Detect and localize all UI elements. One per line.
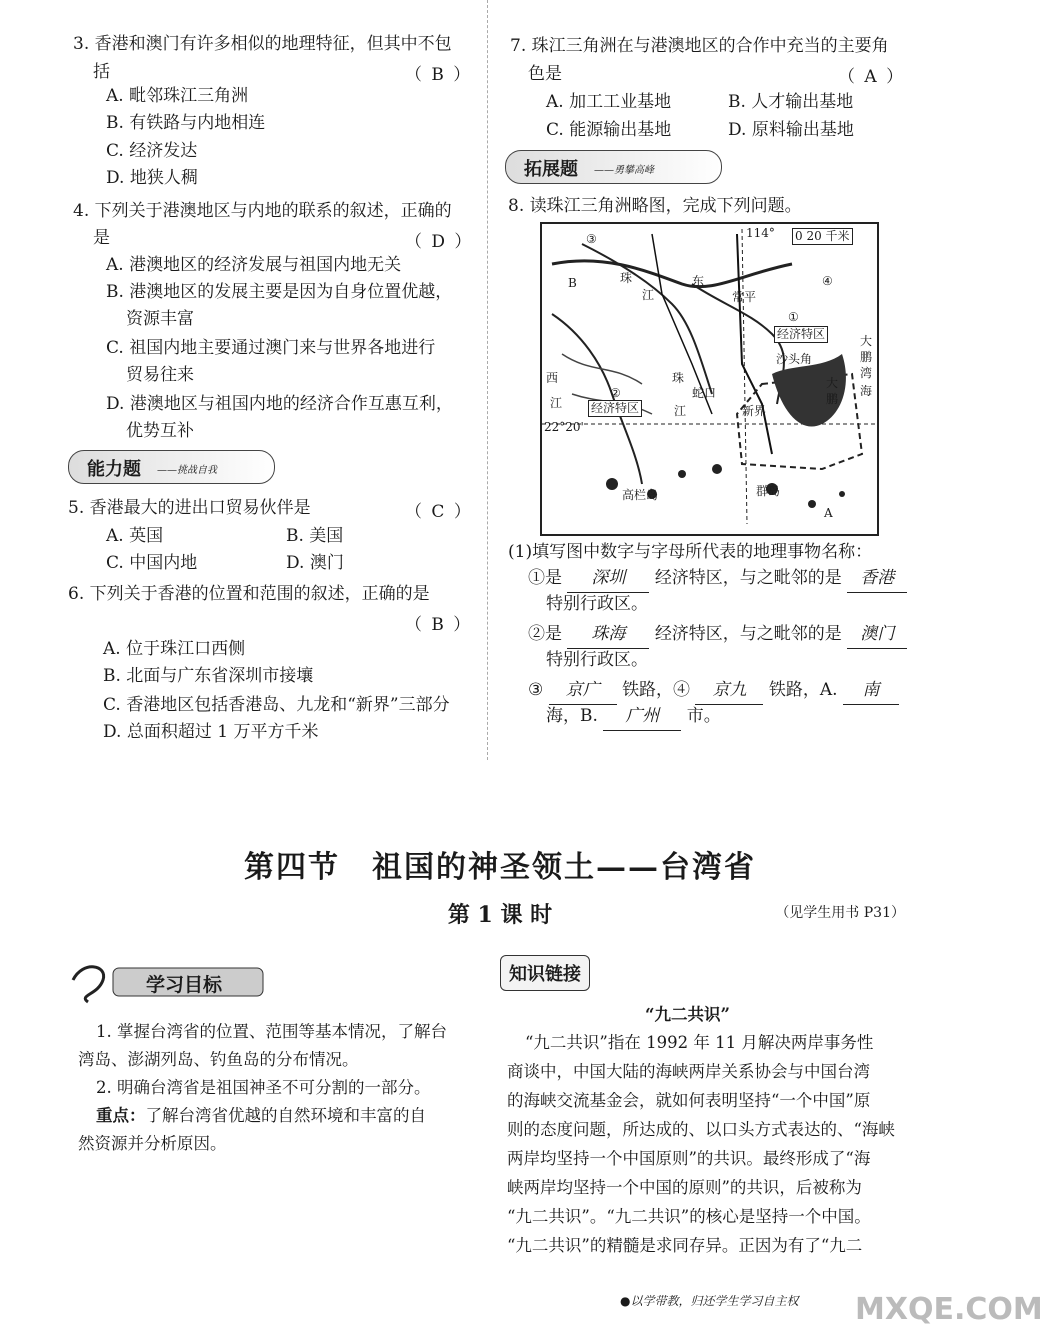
q3-option-c: C. 经济发达 — [106, 141, 198, 161]
extension-badge-title: 拓展题 — [524, 159, 578, 180]
goal-line-1: 1. 掌握台湾省的位置、范围等基本情况，了解台 — [96, 1022, 447, 1041]
knowledge-line-2: 商谈中，中国大陆的海峡两岸关系协会与中国台湾 — [507, 1062, 870, 1081]
q7-option-b: B. 人才输出基地 — [728, 92, 854, 112]
goal-line-2: 湾岛、澎湖列岛、钓鱼岛的分布情况。 — [78, 1050, 359, 1069]
map-label-da-2: 大 — [826, 376, 839, 390]
q8-fill-jingjiu: 京九 — [695, 676, 763, 705]
map-label-sez-1: 经济特区 — [774, 326, 828, 343]
map-label-shatoujiao: 沙头角 — [776, 352, 813, 366]
knowledge-link-badge: 知识链接 — [500, 955, 590, 991]
q8-fill-nan: 南 — [843, 676, 899, 705]
map-label-peng-1: 鹏 — [860, 350, 873, 364]
extension-badge-sub: ——勇攀高峰 — [594, 165, 654, 176]
key-point-text: 了解台湾省优越的自然环境和丰富的自 — [145, 1106, 426, 1125]
q8-line1-mid: 经济特区，与之毗邻的是 — [654, 568, 842, 588]
q8-line1-cont: 特别行政区。 — [546, 594, 648, 614]
q8-line3-mid1: 铁路，④ — [622, 680, 691, 700]
page-reference: （见学生用书 P31） — [775, 905, 905, 921]
q7-option-a: A. 加工工业基地 — [546, 92, 672, 112]
q8-line-4 — [546, 702, 721, 731]
map-label-4: ④ — [822, 274, 833, 288]
q7-option-d: D. 原料输出基地 — [728, 120, 854, 140]
lesson-title: 第 1 课 时 — [447, 902, 553, 928]
q5-option-d: D. 澳门 — [286, 553, 344, 573]
q8-fill-shenzhen: 深圳 — [567, 564, 649, 593]
map-label-jiang-2: 江 — [674, 404, 687, 418]
q7-stem-cont: 色是 — [528, 64, 562, 84]
map-label-a: A — [824, 506, 833, 520]
extension-section-badge — [505, 150, 722, 184]
q3-option-d: D. 地狭人稠 — [106, 168, 198, 188]
q4-stem: 4. 下列关于港澳地区与内地的联系的叙述，正确的 — [73, 201, 452, 221]
map-label-peng-2: 鹏 — [826, 392, 839, 406]
key-point-cont: 然资源并分析原因。 — [78, 1134, 227, 1153]
q8-line2-mid: 经济特区，与之毗邻的是 — [654, 624, 842, 644]
q7-answer: （ A ） — [838, 67, 906, 87]
map-label-zhu-2: 珠 — [672, 371, 685, 385]
knowledge-line-6: 峡两岸均坚持一个中国的原则”的共识，后被称为 — [507, 1178, 862, 1197]
q8-line3-pre: ③ — [528, 680, 544, 700]
q4-option-b-cont: 资源丰富 — [126, 309, 194, 329]
map-latitude: 22°20' — [544, 420, 584, 434]
q8-fill-macau: 澳门 — [847, 620, 907, 649]
q5-option-b: B. 美国 — [286, 526, 344, 546]
q4-option-c-cont: 贸易往来 — [126, 365, 194, 385]
map-label-hai: 海 — [860, 384, 873, 398]
q5-option-a: A. 英国 — [106, 526, 164, 546]
q3-option-b: B. 有铁路与内地相连 — [106, 113, 266, 133]
column-divider — [487, 0, 488, 760]
map-label-qundao: 群岛 — [756, 484, 781, 498]
goal-line-3: 2. 明确台湾省是祖国神圣不可分割的一部分。 — [96, 1078, 431, 1097]
section-title: 第四节 祖国的神圣领土——台湾省 — [244, 850, 756, 885]
map-label-1: ① — [788, 310, 799, 324]
q4-option-b: B. 港澳地区的发展主要是因为自身位置优越， — [106, 282, 453, 302]
map-label-wan: 湾 — [860, 366, 873, 380]
key-point-label: 重点： — [96, 1106, 146, 1125]
knowledge-line-4: 则的态度问题，所达成的、以口头方式表达的、“海峡 — [507, 1120, 895, 1139]
q8-fill-guangzhou: 广州 — [603, 702, 681, 731]
key-point — [96, 1101, 426, 1130]
map-label-jiang-west: 江 — [550, 396, 563, 410]
knowledge-line-5: 两岸均坚持一个中国原则”的共识。最终形成了“海 — [507, 1149, 871, 1168]
q3-stem-cont: 括 — [93, 62, 110, 82]
q8-stem: 8. 读珠江三角洲略图，完成下列问题。 — [508, 196, 802, 216]
map-label-2: ② — [610, 386, 621, 400]
ability-section-badge — [68, 450, 275, 484]
knowledge-line-1: “九二共识”指在 1992 年 11 月解决两岸事务性 — [525, 1033, 874, 1052]
q5-option-c: C. 中国内地 — [106, 553, 198, 573]
q8-sub1: (1)填写图中数字与字母所代表的地理事物名称： — [508, 542, 873, 562]
q6-option-d: D. 总面积超过 1 万平方千米 — [103, 722, 319, 742]
q4-stem-cont: 是 — [93, 228, 110, 248]
ability-badge-title: 能力题 — [87, 459, 141, 480]
map-longitude: 114° — [746, 226, 775, 240]
q8-line-2 — [528, 620, 907, 649]
q8-line1-pre: ①是 — [528, 568, 562, 588]
map-label-zhu: 珠 — [620, 271, 633, 285]
q7-option-c: C. 能源输出基地 — [546, 120, 672, 140]
map-label-gaolan: 高栏岛 — [622, 488, 659, 502]
map-label-3: ③ — [586, 232, 597, 246]
watermark-logo: MXQE.COM — [855, 1292, 1043, 1327]
q4-option-a: A. 港澳地区的经济发展与祖国内地无关 — [106, 255, 402, 275]
q8-fill-jingguang: 京广 — [549, 676, 617, 705]
map-label-dong: 东 — [692, 274, 705, 288]
q8-line4-pre: 海，B. — [546, 706, 598, 726]
q3-answer: （ B ） — [405, 65, 473, 85]
q8-line2-cont: 特别行政区。 — [546, 650, 648, 670]
goal-badge-label: 学习目标 — [146, 974, 223, 996]
page-footer-slogan: ●以学带教，归还学生学习自主权 — [620, 1294, 799, 1308]
map-scale: 0 20 千米 — [792, 228, 853, 245]
q3-option-a: A. 毗邻珠江三角洲 — [106, 86, 249, 106]
q8-line3-mid2: 铁路，A. — [768, 680, 838, 700]
q8-fill-hongkong: 香港 — [847, 564, 907, 593]
q8-line-1 — [528, 564, 907, 593]
map-label-da-1: 大 — [860, 334, 873, 348]
ability-badge-sub: ——挑战自我 — [157, 465, 217, 476]
pearl-river-delta-map — [540, 222, 879, 536]
q6-option-b: B. 北面与广东省深圳市接壤 — [103, 666, 314, 686]
q7-stem: 7. 珠江三角洲在与港澳地区的合作中充当的主要角 — [510, 36, 889, 56]
knowledge-line-7: “九二共识”。“九二共识”的核心是坚持一个中国。 — [507, 1207, 871, 1226]
knowledge-line-8: “九二共识”的精髓是求同存异。正因为有了“九二 — [507, 1236, 863, 1255]
q4-option-c: C. 祖国内地主要通过澳门来与世界各地进行 — [106, 338, 436, 358]
q6-option-a: A. 位于珠江口西侧 — [103, 639, 246, 659]
q8-line-3 — [528, 676, 899, 705]
map-label-jiang: 江 — [642, 288, 655, 302]
q8-fill-zhuhai: 珠海 — [567, 620, 649, 649]
map-label-b: B — [568, 276, 577, 290]
map-label-sez-2: 经济特区 — [588, 400, 642, 417]
learning-goal-badge — [68, 960, 268, 1002]
q4-answer: （ D ） — [405, 232, 474, 252]
knowledge-line-3: 的海峡交流基金会，就如何表明坚持“一个中国”原 — [507, 1091, 871, 1110]
q8-line2-pre: ②是 — [528, 624, 562, 644]
map-label-xinjie: 新界 — [742, 404, 767, 418]
map-label-shekou: 蛇口 — [692, 386, 717, 400]
q3-stem: 3. 香港和澳门有许多相似的地理特征，但其中不包 — [73, 34, 452, 54]
knowledge-title: “九二共识” — [645, 1005, 730, 1024]
q4-option-d-cont: 优势互补 — [126, 421, 194, 441]
q6-stem: 6. 下列关于香港的位置和范围的叙述，正确的是 — [68, 584, 430, 604]
map-label-changping: 常平 — [732, 290, 757, 304]
map-label-xi: 西 — [546, 371, 559, 385]
q5-answer: （ C ） — [405, 502, 473, 522]
q8-line4-post: 市。 — [686, 706, 721, 726]
q6-answer: （ B ） — [405, 615, 473, 635]
q4-option-d: D. 港澳地区与祖国内地的经济合作互惠互利， — [106, 394, 453, 414]
q5-stem: 5. 香港最大的进出口贸易伙伴是 — [68, 498, 311, 518]
q6-option-c: C. 香港地区包括香港岛、九龙和“新界”三部分 — [103, 695, 450, 715]
